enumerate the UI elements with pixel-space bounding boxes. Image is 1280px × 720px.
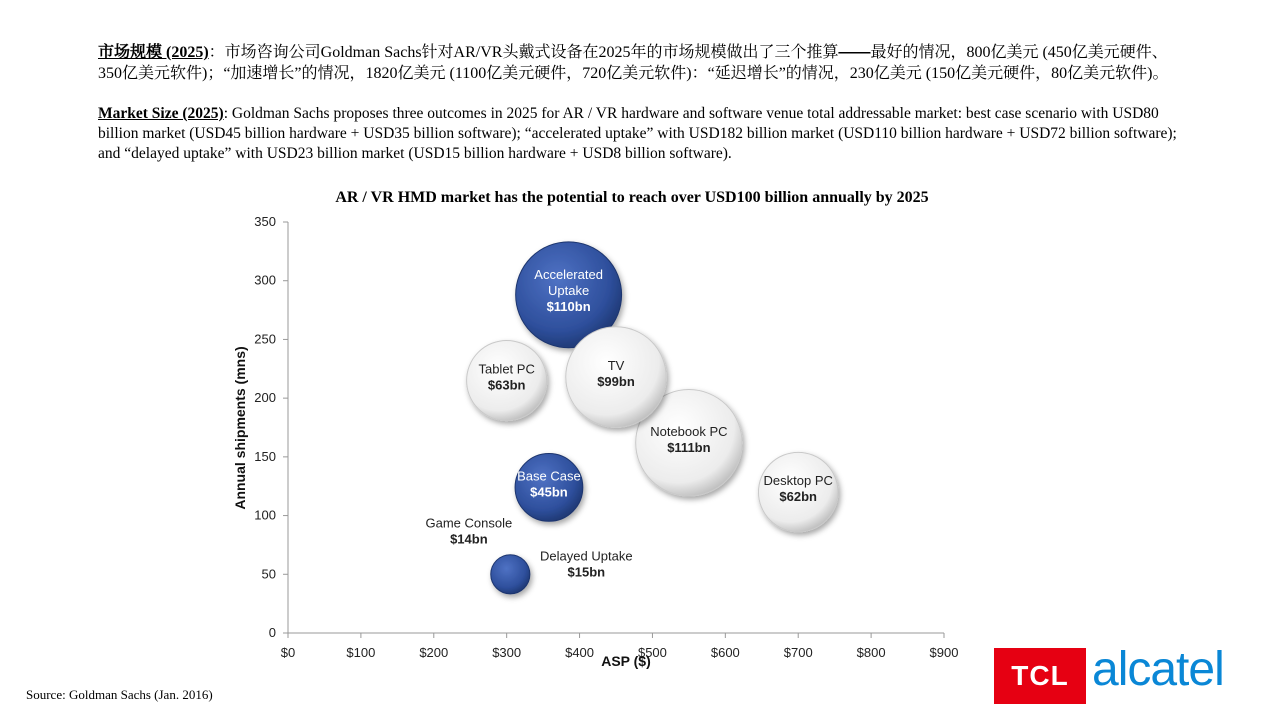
intro-chinese-text-1: ：市场咨询公司Goldman Sachs针对AR/VR头戴式设备在2025年的市场规模做出了三个推算 <box>208 44 839 61</box>
intro-english-lead: Market Size (2025) <box>98 105 224 122</box>
x-tick-label: $0 <box>280 645 296 660</box>
x-tick-label: $600 <box>710 645 740 660</box>
bubble-label-notebook-pc: Notebook PC $111bn <box>650 423 728 455</box>
x-tick-label: $700 <box>783 645 813 660</box>
y-tick-label: 300 <box>254 272 276 288</box>
y-tick-label: 250 <box>254 331 276 347</box>
y-tick-label: 100 <box>254 507 276 523</box>
bubble-label-game-console: Game Console $14bn <box>425 515 513 547</box>
bubble-delayed-uptake <box>491 555 530 594</box>
y-tick-label: 200 <box>254 390 276 406</box>
source-note: Source: Goldman Sachs (Jan. 2016) <box>26 687 213 702</box>
x-tick-label: $800 <box>856 645 886 660</box>
intro-english-text: : Goldman Sachs proposes three outcomes in 2025 for AR / VR hardware and software venue total addressable market: best case scenario with USD80 billion market (USD45 billion hardware + USD35 billion software); “accelerated uptake” with USD182 billion market (USD110 billion hardware + USD72 billion software); and “delayed uptake” with USD23 billion market (USD15 billion hardware + USD8 billion software). <box>98 105 1177 162</box>
bubble-label-delayed-uptake: Delayed Uptake $15bn <box>540 548 633 580</box>
intro-chinese-strike: —— <box>838 44 871 61</box>
x-tick-label: $200 <box>419 645 449 660</box>
bubble-label-base-case: Base Case $45bn <box>517 468 581 500</box>
tcl-logo: TCL <box>994 648 1086 704</box>
bubble-label-tablet-pc: Tablet PC $63bn <box>478 361 535 393</box>
y-tick-label: 150 <box>254 448 276 464</box>
bubble-label-accelerated-uptake: Accelerated Uptake $110bn <box>534 266 603 314</box>
y-tick-label: 0 <box>268 625 276 640</box>
chart-bubbles <box>425 242 837 594</box>
intro-chinese-text-2: 最好的情况，800亿美元 (450亿美元硬件、350亿美元软件)；“加速增长”的情况，1820亿美元 (1100亿美元硬件，720亿美元软件)：“延迟增长”的情况，230亿美元 (150亿美元硬件，80亿美元软件)。 <box>98 44 1169 82</box>
y-tick-label: 350 <box>254 214 276 229</box>
x-tick-label: $900 <box>929 645 959 660</box>
intro-chinese-lead: 市场规模 (2025) <box>98 44 209 61</box>
y-axis-title: Annual shipments (mns) <box>232 346 248 510</box>
x-tick-label: $500 <box>637 645 667 660</box>
x-axis-title: ASP ($) <box>601 653 651 669</box>
x-tick-label: $100 <box>346 645 376 660</box>
chart-title: AR / VR HMD market has the potential to reach over USD100 billion annually by 2025 <box>335 189 929 206</box>
bubble-label-tv: TV $99bn <box>597 358 635 390</box>
bubble-label-desktop-pc: Desktop PC $62bn <box>763 473 833 505</box>
x-tick-label: $400 <box>565 645 595 660</box>
alcatel-logo: alcatel <box>1092 643 1224 696</box>
x-tick-label: $300 <box>492 645 522 660</box>
y-tick-label: 50 <box>261 566 276 582</box>
tcl-alcatel-logo <box>994 643 1264 706</box>
